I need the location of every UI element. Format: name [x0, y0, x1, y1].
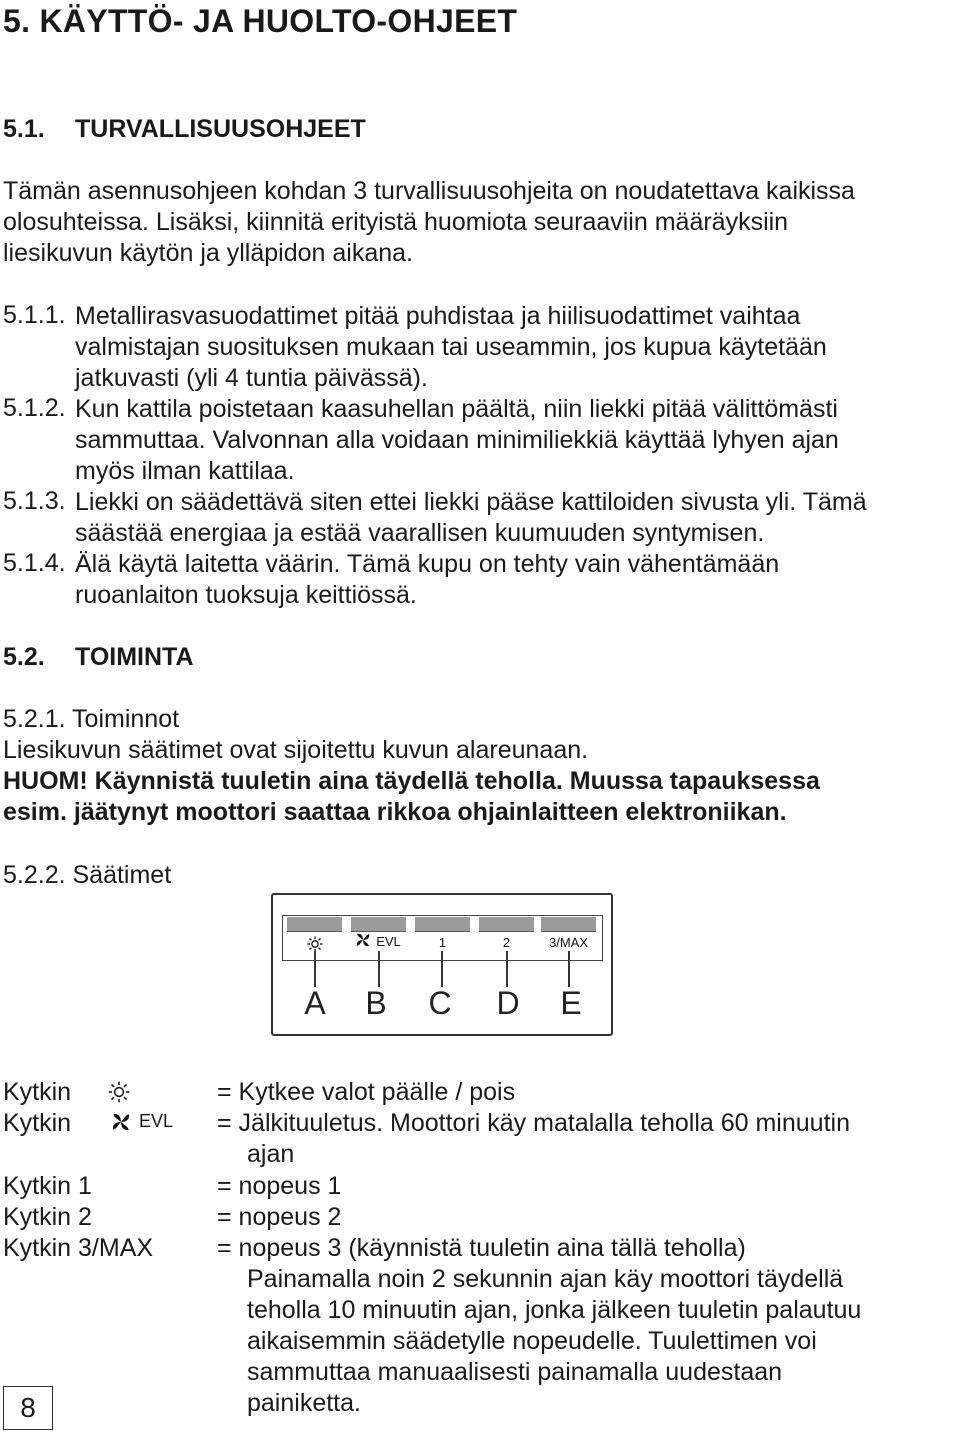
section-number: 5.1.	[3, 115, 45, 143]
switch-description: Painamalla noin 2 sekunnin ajan käy moottori täydellä	[247, 1265, 844, 1293]
fan-icon	[356, 933, 370, 950]
item-line: Kun kattila poistetaan kaasuhellan päältä, niin liekki pitää välittömästi	[75, 395, 838, 423]
key-letter: A	[304, 985, 326, 1021]
item-line: jatkuvasti (yli 4 tuntia päivässä).	[75, 364, 428, 392]
page-title: 5. KÄYTTÖ- JA HUOLTO-OHJEET	[3, 3, 518, 39]
section-heading: TOIMINTA	[75, 643, 194, 671]
intro-line: olosuhteissa. Lisäksi, kiinnitä erityistä huomiota seuraaviin määräyksiin	[3, 208, 789, 236]
item-line: myös ilman kattilaa.	[75, 457, 295, 485]
item-line: Älä käytä laitetta väärin. Tämä kupu on tehty vain vähentämään	[75, 550, 780, 578]
leader-line	[378, 951, 380, 987]
body-text: Liesikuvun säätimet ovat sijoitettu kuvun alareunaan.	[3, 736, 589, 764]
switch-description: sammuttaa manuaalisesti painamalla uudestaan	[247, 1358, 783, 1386]
leader-line	[506, 951, 508, 987]
switch-icon-label: EVL	[139, 1111, 174, 1131]
item-line: Liekki on säädettävä siten ettei liekki pääse kattiloiden sivusta yli. Tämä	[75, 488, 867, 516]
item-line: ruoanlaiton tuoksuja keittiössä.	[75, 581, 417, 609]
item-number: 5.1.2.	[3, 394, 66, 422]
item-line: valmistajan suosituksen mukaan tai useammin, jos kupua käytetään	[75, 333, 827, 361]
warning-note: esim. jäätynyt moottori saattaa rikkoa ohjainlaitteen elektroniikan.	[3, 798, 787, 826]
leader-line	[568, 951, 570, 987]
switch-description: aikaisemmin säädetylle nopeudelle. Tuulettimen voi	[247, 1327, 817, 1355]
intro-line: liesikuvun käytön ja ylläpidon aikana.	[3, 239, 413, 267]
switch-name: Kytkin 3/MAX	[3, 1234, 154, 1262]
item-line: sammuttaa. Valvonnan alla voidaan minimiliekkiä käyttää lyhyen ajan	[75, 426, 839, 454]
leader-line	[441, 951, 443, 987]
item-line: Metallirasvasuodattimet pitää puhdistaa ja hiilisuodattimet vaihtaa	[75, 302, 801, 330]
item-number: 5.1.1.	[3, 301, 66, 329]
subsection-heading: 5.2.2. Säätimet	[3, 861, 172, 889]
fan-icon	[112, 1113, 130, 1136]
intro-line: Tämän asennusohjeen kohdan 3 turvallisuusohjeita on noudatettava kaikissa	[3, 177, 855, 205]
key-label: 1	[438, 935, 447, 950]
subsection-heading: 5.2.1. Toiminnot	[3, 705, 180, 733]
section-heading: TURVALLISUUSOHJEET	[75, 115, 366, 143]
section-number: 5.2.	[3, 643, 45, 671]
switch-description: painiketta.	[247, 1389, 361, 1417]
switch-description: teholla 10 minuutin ajan, jonka jälkeen tuuletin palautuu	[247, 1296, 862, 1324]
switch-description: = nopeus 3 (käynnistä tuuletin aina tällä teholla)	[217, 1234, 746, 1262]
switch-name: Kytkin	[3, 1109, 72, 1137]
key-label: 3/MAX	[548, 935, 588, 950]
key-letter: E	[560, 985, 582, 1021]
leader-line	[314, 951, 316, 987]
switch-description: = Jälkituuletus. Moottori käy matalalla teholla 60 minuutin	[217, 1109, 850, 1137]
switch-description: = nopeus 2	[217, 1203, 342, 1231]
switch-name: Kytkin 2	[3, 1203, 92, 1231]
switch-description: ajan	[247, 1140, 295, 1168]
warning-note: HUOM! Käynnistä tuuletin aina täydellä teholla. Muussa tapauksessa	[3, 767, 820, 795]
item-number: 5.1.3.	[3, 487, 66, 515]
control-key-c	[415, 917, 470, 959]
key-letter: B	[365, 985, 387, 1021]
item-line: säästää energiaa ja estää vaarallisen kuumuuden syntymisen.	[75, 519, 765, 547]
switch-description: = nopeus 1	[217, 1172, 342, 1200]
item-number: 5.1.4.	[3, 549, 66, 577]
switch-description: = Kytkee valot päälle / pois	[217, 1078, 516, 1106]
light-bulb-icon	[108, 1081, 130, 1108]
key-letter: D	[496, 985, 520, 1021]
key-label: EVL	[376, 934, 401, 949]
key-label: 2	[502, 935, 511, 950]
switch-name: Kytkin	[3, 1078, 72, 1106]
key-letter: C	[428, 985, 452, 1021]
page-number: 8	[3, 1386, 53, 1430]
switch-name: Kytkin 1	[3, 1172, 92, 1200]
